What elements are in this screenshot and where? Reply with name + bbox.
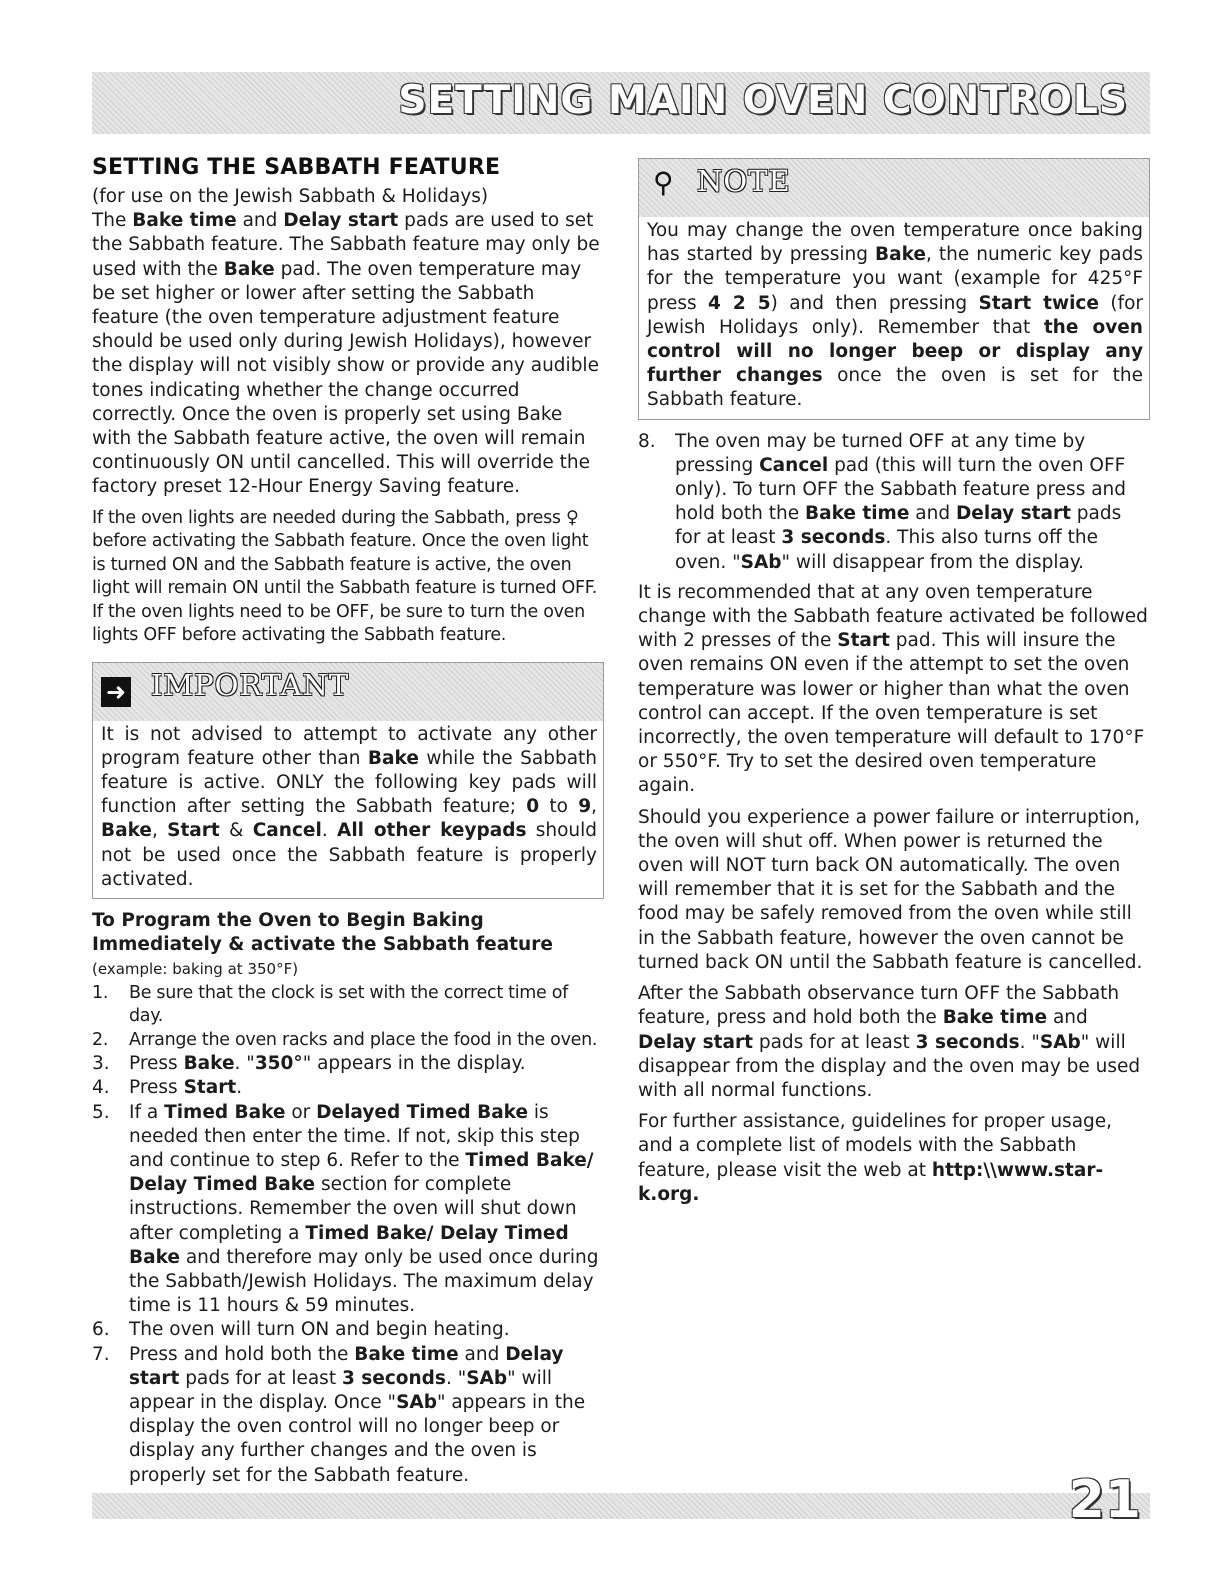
intro-paragraph: The Bake time and Delay start pads are used to set the Sabbath feature. The Sabbath feature may only be used with the Bake pad. The oven temperature may be set higher or lower after setting the Sabbath feature (the oven temperature adjustment feature should be used only during Jewish Holidays), however the display will not visibly show or provide any audible tones indicating whether the change occurred correctly. Once the oven is properly set using Bake with the Sabbath feature active, the oven will remain continuously ON until cancelled. This will override the factory preset 12-Hour Energy Saving feature. bbox=[92, 210, 600, 498]
after-sabbath-paragraph: After the Sabbath observance turn OFF the Sabbath feature, press and hold both the Bake time and Delay start pads for at least 3 seconds. "SAb" will disappear from the display and the oven may be used with all normal functions. bbox=[638, 983, 1141, 1101]
lights-paragraph: If the oven lights are needed during the Sabbath, press ♀ before activating the Sabbath feature. Once the oven light is turned ON and the Sabbath feature is active, the oven light will remain ON until the Sabbath feature is turned OFF. If the oven lights need to be OFF, be sure to turn the oven lights OFF before activating the Sabbath feature. bbox=[92, 507, 598, 646]
important-box bbox=[92, 662, 604, 899]
list-item: 6. The oven will turn ON and begin heating. bbox=[92, 1319, 510, 1341]
header-band bbox=[92, 72, 1150, 134]
website-link[interactable]: http:\\www.star-k.org. bbox=[638, 1159, 1104, 1205]
power-failure-paragraph: Should you experience a power failure or interruption, the oven will shut off. When power is returned the oven will NOT turn back ON automatically. The oven will remember that it is set for the Sabbath and the food may be safely removed from the oven while still in the Sabbath feature, however the oven cannot be turned back ON until the Sabbath feature is cancelled. bbox=[638, 806, 1143, 973]
light-icon: ♀ bbox=[566, 507, 579, 528]
note-header bbox=[639, 159, 1149, 217]
list-item: 8. The oven may be turned OFF at any time by pressing Cancel pad (this will turn the oven OFF only). To turn OFF the Sabbath feature press and hold both the Bake time and Delay start pads for at least 3 seconds. This also turns off the oven. "SAb" will disappear from the display. bbox=[638, 430, 1127, 573]
important-header bbox=[93, 663, 603, 721]
important-text: It is not advised to attempt to activate any other program feature other than Bake while the Sabbath feature is active. ONLY the following key pads will function after setting the Sabbath feature; 0 to 9, Bake, Start & Cancel. All other keypads should not be used once the Sabbath feature is properly activated. bbox=[101, 723, 598, 890]
important-title: IMPORTANT bbox=[151, 667, 350, 702]
steps-list bbox=[92, 982, 604, 1488]
temperature-change-paragraph: It is recommended that at any oven temperature change with the Sabbath feature activated be followed with 2 presses of the Start pad. This will insure the oven remains ON even if the attempt to set the oven temperature was lower or higher than what the oven control can accept. If the oven temperature is set incorrectly, the oven temperature will default to 170°F or 550°F. Try to set the desired oven temperature again. bbox=[638, 581, 1148, 797]
list-item: 2. Arrange the oven racks and place the food in the oven. bbox=[92, 1029, 598, 1050]
step-8-list bbox=[638, 430, 1150, 575]
pushpin-icon: ⚲ bbox=[653, 166, 674, 199]
list-item: 5. If a Timed Bake or Delayed Timed Bake is needed then enter the time. If not, skip this step and continue to step 6. Refer to the Timed Bake/ Delay Timed Bake section for complete instructions. Remember the oven will shut down after completing a Timed Bake/ Delay Timed Bake and therefore may only be used once during the Sabbath/Jewish Holidays. The maximum delay time is 11 hours & 59 minutes. bbox=[92, 1101, 599, 1317]
footer-band bbox=[92, 1493, 1150, 1519]
section-subtitle: (for use on the Jewish Sabbath & Holidays) bbox=[92, 186, 489, 207]
note-text: You may change the oven temperature once baking has started by pressing Bake, the numeric key pads for the temperature you want (example for 425°F press 4 2 5) and then pressing Start twice (for Jewish Holidays only). Remember that the oven control will no longer beep or display any further changes once the oven is set for the Sabbath feature. bbox=[647, 220, 1144, 411]
assistance-paragraph: For further assistance, guidelines for proper usage, and a complete list of models with the Sabbath feature, please visit the web at http:\\www.star-k.org. bbox=[638, 1111, 1113, 1205]
list-item: 1. Be sure that the clock is set with the correct time of day. bbox=[92, 982, 569, 1027]
note-title: NOTE bbox=[697, 164, 791, 198]
left-column bbox=[92, 155, 604, 1488]
list-item: 4. Press Start. bbox=[92, 1077, 243, 1099]
page-title: SETTING MAIN OVEN CONTROLS bbox=[398, 78, 1128, 123]
section-heading: SETTING THE SABBATH FEATURE bbox=[92, 155, 501, 180]
list-item: 3. Press Bake. "350°" appears in the display. bbox=[92, 1053, 526, 1075]
right-column bbox=[638, 158, 1150, 1214]
program-heading: To Program the Oven to Begin Baking Immediately & activate the Sabbath feature (example: baking at 350°F) bbox=[92, 910, 553, 979]
page-number: 21 bbox=[1068, 1470, 1141, 1530]
note-box bbox=[638, 158, 1150, 420]
arrow-right-icon: ➜ bbox=[101, 677, 131, 707]
list-item: 7. Press and hold both the Bake time and Delay start pads for at least 3 seconds. "SAb" will appear in the display. Once "SAb" appears in the display the oven control will no longer beep or display any further changes and the oven is properly set for the Sabbath feature. bbox=[92, 1343, 586, 1486]
